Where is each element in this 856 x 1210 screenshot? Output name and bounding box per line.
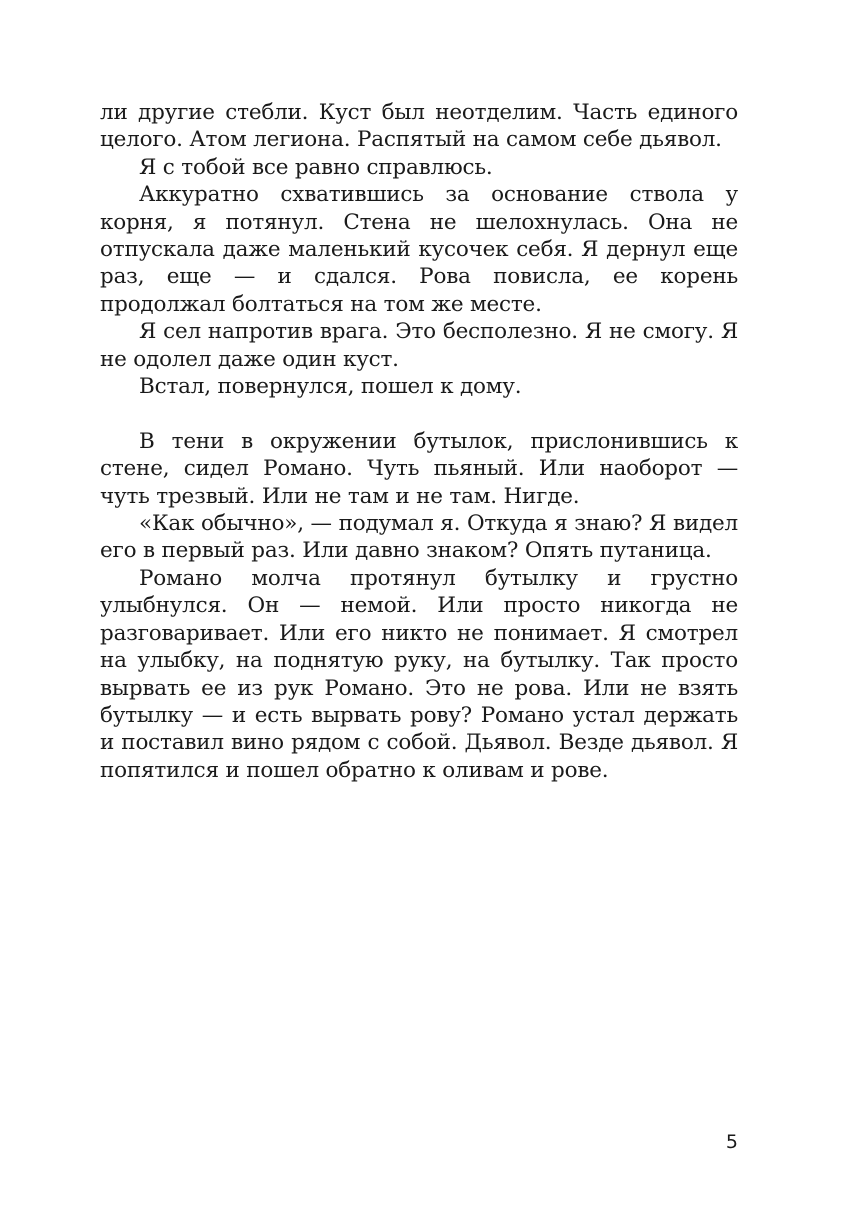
page-body [100,99,738,784]
paragraph: ли другие стебли. Куст был неотделим. Часть единого целого. Атом легиона. Распятый на самом себе дьявол. [100,100,738,153]
paragraph: Я сел напротив врага. Это бесполезно. Я не смогу. Я не одолел даже один куст. [100,319,738,372]
paragraph: Я с тобой все равно справлюсь. [139,154,493,180]
paragraph: «Как обычно», — подумал я. Откуда я знаю? Я видел его в первый раз. Или давно знаком? Опять путаница. [100,511,738,564]
paragraph: Романо молча протянул бутылку и грустно улыбнулся. Он — немой. Или просто никогда не разговаривает. Или его никто не понимает. Я смотрел на улыбку, на поднятую руку, на бутылку. Так просто вырвать ее из рук Романо. Это не рова. Или не взять бутылку — и есть вырвать рову? Романо устал держать и поставил вино рядом с собой. Дьявол. Везде дьявол. Я попятился и пошел обратно к оливам и рове. [100,565,738,783]
paragraph: Аккуратно схватившись за основание ствола у корня, я потянул. Стена не шелохнулась. Она не отпускала даже маленький кусочек себя. Я дернул еще раз, еще — и сдался. Рова повисла, ее корень продолжал болтаться на том же месте. [100,182,738,317]
section-break [100,400,738,427]
page-number: 5 [725,1131,738,1153]
paragraph: В тени в окружении бутылок, прислонившись к стене, сидел Романо. Чуть пьяный. Или наоборот — чуть трезвый. Или не там и не там. Нигде. [100,428,738,509]
paragraph: Встал, повернулся, пошел к дому. [139,374,522,400]
